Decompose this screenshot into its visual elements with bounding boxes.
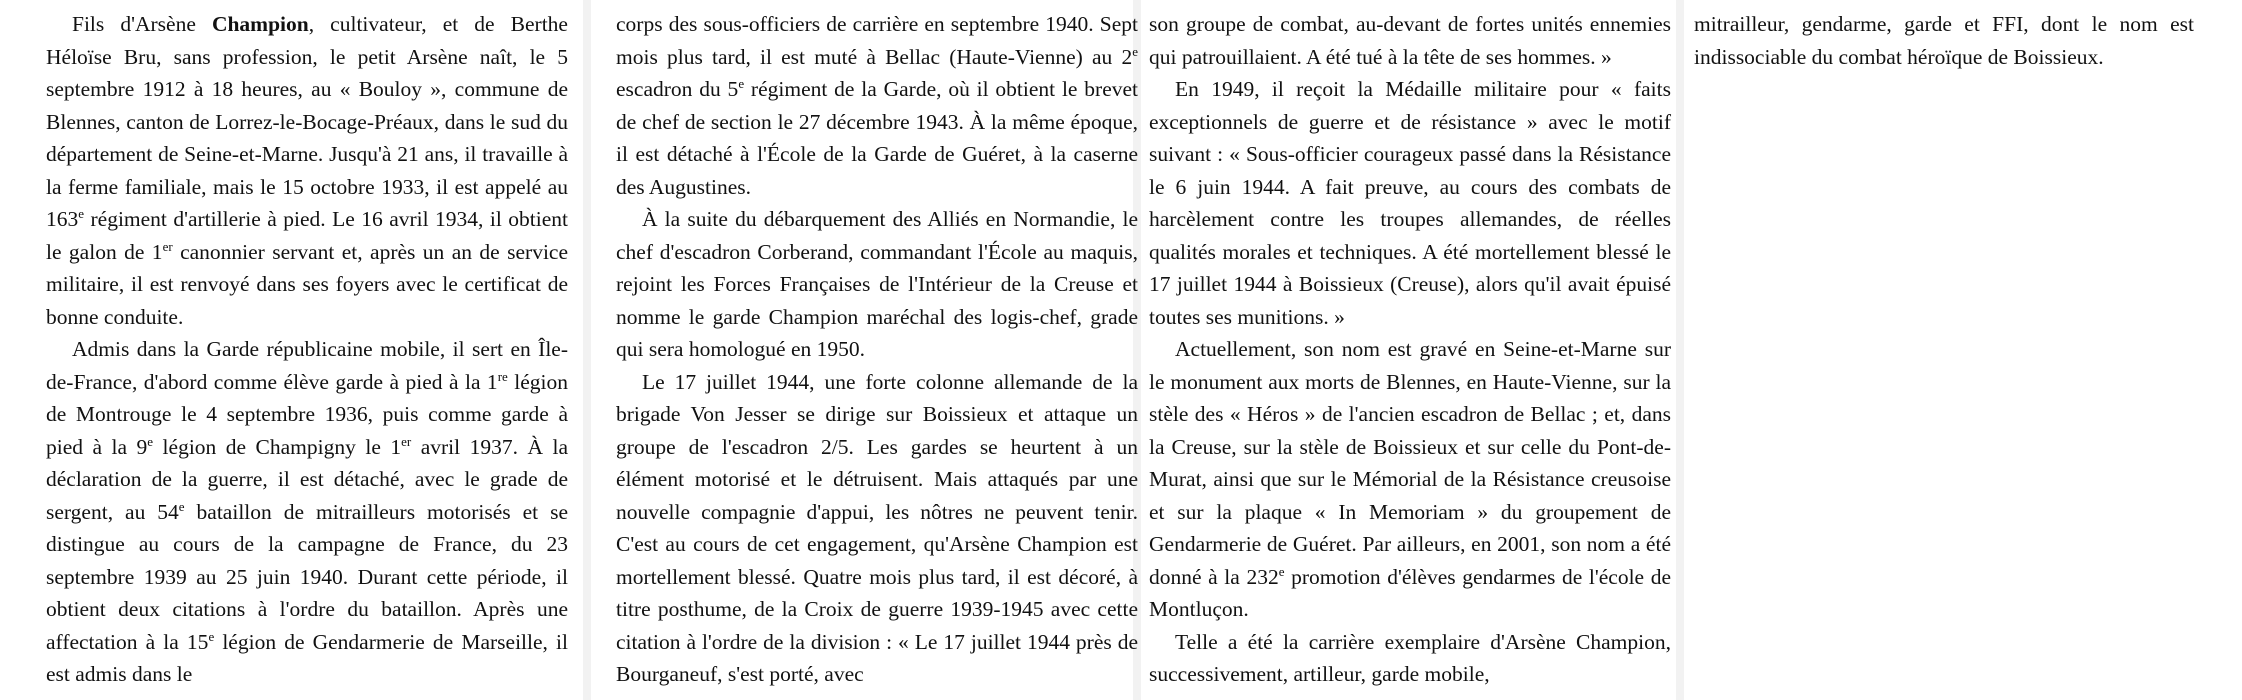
ordinal-superscript: e: [1278, 563, 1285, 579]
text-column-3: [1149, 8, 1671, 691]
text-run: bataillon de mitrailleurs motorisés et se distingue au cours de la campagne de France, du 23 septembre 1939 au 25 juin 1940. Durant cette période, il obtient deux citations à l'ordre du bataillon. Après une affectation à la 15: [46, 499, 568, 654]
text-run: À la suite du débarquement des Alliés en Normandie, le chef d'escadron Corberand, commandant l'École au maquis, rejoint les Forces Françaises de l'Intérieur de la Creuse et nomme le garde Champion maréchal des logis-chef, grade qui sera homologué en 1950.: [616, 207, 1138, 361]
text-run: son groupe de combat, au-devant de fortes unités ennemies qui patrouillaient. A été tué à la tête de ses hommes. »: [1149, 12, 1671, 69]
text-column-4: [1694, 8, 2194, 73]
text-run: promotion d'élèves gendarmes de l'école de Montluçon.: [1149, 564, 1671, 621]
paragraph-continuation: [1149, 8, 1671, 73]
text-run: En 1949, il reçoit la Médaille militaire pour « faits exceptionnels de guerre et de résistance » avec le motif suivant : « Sous-officier courageux passé dans la Résistance le 6 juin 1944. A fait preuve, au cours des combats de harcèlement contre les troupes allemandes, de réelles qualités morales et techniques. A été mortellement blessé le 17 juillet 1944 à Boissieux (Creuse), alors qu'il avait épuisé toutes ses munitions. »: [1149, 77, 1671, 329]
column-divider: [583, 0, 591, 700]
paragraph: [1149, 73, 1671, 333]
paragraph: [616, 366, 1138, 691]
column-divider: [1676, 0, 1684, 700]
paragraph-continuation: [1694, 8, 2194, 73]
ordinal-superscript: e: [78, 205, 85, 221]
text-column-1: [46, 8, 568, 691]
text-run: légion de Montrouge le 4 septembre 1936, puis comme garde à pied à la 9: [46, 369, 568, 459]
paragraph: [1149, 333, 1671, 626]
ordinal-superscript: e: [738, 75, 745, 91]
text-run: Actuellement, son nom est gravé en Seine-et-Marne sur le monument aux morts de Blennes, en Haute-Vienne, sur la stèle des « Héros » de l'ancien escadron de Bellac ; et, dans la Creuse, sur la stèle de Boissieux et sur celle du Pont-de-Murat, ainsi que sur le Mémorial de la Résistance creusoise et sur la plaque « In Memoriam » du groupement de Gendarmerie de Guéret. Par ailleurs, en 2001, son nom a été donné à la 232: [1149, 337, 1671, 589]
ordinal-superscript: e: [1132, 43, 1138, 59]
text-run: régiment de la Garde, où il obtient le brevet de chef de section le 27 décembre 1943. À la même époque, il est détaché à l'École de la Garde de Guéret, à la caserne des Augustines.: [616, 77, 1139, 199]
text-run: canonnier servant et, après un an de service militaire, il est renvoyé dans ses foyers avec le certificat de bonne conduite.: [46, 239, 568, 329]
text-run: régiment d'artillerie à pied. Le 16 avril 1934, il obtient le galon de 1: [46, 207, 568, 264]
text-run: corps des sous-officiers de carrière en septembre 1940. Sept mois plus tard, il est muté à Bellac (Haute-Vienne) au 2: [616, 12, 1138, 69]
ordinal-superscript: e: [147, 433, 154, 449]
paragraph: [46, 333, 568, 691]
ordinal-superscript: e: [178, 498, 185, 514]
surname-bold: Champion: [211, 12, 309, 36]
ordinal-superscript: e: [208, 628, 215, 644]
text-run: , cultivateur, et de Berthe Héloïse Bru, sans profession, le petit Arsène naît, le 5 septembre 1912 à 18 heures, au « Bouloy », commune de Blennes, canton de Lorrez-le-Bocage-Préaux, dans le sud du département de Seine-et-Marne. Jusqu'à 21 ans, il travaille à la ferme familiale, mais le 15 octobre 1933, il est appelé au 163: [46, 12, 568, 231]
text-column-2: [616, 8, 1138, 691]
text-run: escadron du 5: [616, 77, 739, 101]
paragraph-continuation: [616, 8, 1138, 203]
text-run: Le 17 juillet 1944, une forte colonne allemande de la brigade Von Jesser se dirige sur Boissieux et attaque un groupe de l'escadron 2/5. Les gardes se heurtent à un élément motorisé et le détruisent. Mais attaqués par une nouvelle compagnie d'appui, les nôtres ne peuvent tenir. C'est au cours de cet engagement, qu'Arsène Champion est mortellement blessé. Quatre mois plus tard, il est décoré, à titre posthume, de la Croix de guerre 1939-1945 avec cette citation à l'ordre de la division : « Le 17 juillet 1944 près de Bourganeuf, s'est porté, avec: [616, 369, 1138, 686]
paragraph: [1149, 626, 1671, 691]
text-run: mitrailleur, gendarme, garde et FFI, dont le nom est indissociable du combat héroïque de Boissieux.: [1694, 12, 2194, 69]
text-run: légion de Gendarmerie de Marseille, il est admis dans le: [46, 629, 568, 686]
ordinal-superscript: er: [401, 433, 412, 449]
text-run: Telle a été la carrière exemplaire d'Arsène Champion, successivement, artilleur, garde mobile,: [1149, 629, 1671, 686]
ordinal-superscript: re: [497, 368, 508, 384]
paragraph: [46, 8, 568, 333]
text-run: avril 1937. À la déclaration de la guerre, il est détaché, avec le grade de sergent, au 54: [46, 434, 568, 524]
text-run: Admis dans la Garde républicaine mobile, il sert en Île-de-France, d'abord comme élève garde à pied à la 1: [46, 337, 568, 394]
text-run: Fils d'Arsène: [72, 12, 212, 36]
paragraph: [616, 203, 1138, 366]
ordinal-superscript: er: [162, 238, 173, 254]
text-run: légion de Champigny le 1: [153, 434, 402, 459]
